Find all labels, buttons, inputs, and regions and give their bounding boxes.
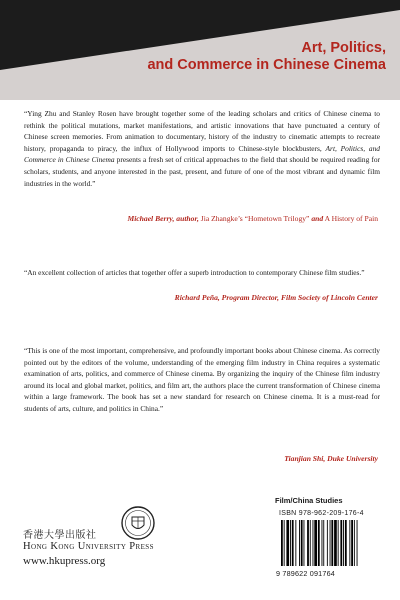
publisher-website: www.hkupress.org [23, 555, 106, 567]
blurb-1-and: and [311, 214, 324, 223]
blurb-2-attribution [175, 292, 378, 303]
blurb-2 [24, 267, 380, 279]
publisher-chinese-name: 香港大學出版社 [23, 530, 97, 541]
barcode [281, 520, 381, 568]
blurb-3-text: “This is one of the most important, comprehensive, and profoundly important books about Chinese cinema. As correctly pointed out by the editors of the volume, understanding of the emerging film industry in China requires a systematic examination of arts, politics, and commerce of Chinese cinema. By organizing the inquiry of the Chinese film industry around its local and global market, politics, and film art, the authors place the current transformation of Chinese cinema within a large framework. The book has set a new standard for research on Chinese cinema. It is a must-read for students of arts, culture, and politics in China.” [24, 346, 380, 413]
title-line-2: and Commerce in Chinese Cinema [147, 57, 386, 73]
isbn-text: ISBN 978-962-209-176-4 [279, 510, 364, 517]
publisher-english-name: Hong Kong University Press [23, 541, 154, 552]
blurb-2-author: Richard Peña, Program Director, Film Society of Lincoln Center [174, 293, 378, 302]
blurb-1-author: Michael Berry, author, [127, 214, 199, 223]
book-title [147, 40, 386, 74]
hku-crest-icon [121, 503, 155, 543]
blurb-3 [24, 345, 380, 415]
blurb-1-text-a: “Ying Zhu and Stanley Rosen have brought together some of the leading scholars and critics of Chinese cinema to rethink the political mutations, market manifestations, and artistic innovations that have punctuated a century of Chinese screen memories. From animation to documentary, history of the industry to cinematic attempts to recreate history, propaganda to piracy, the influx of Hollywood imports to Chinese-style blockbusters, [24, 109, 380, 153]
title-line-1: Art, Politics, [301, 40, 386, 56]
blurb-3-author: Tianjian Shi, Duke University [284, 454, 378, 463]
blurb-1 [24, 108, 380, 189]
blurb-3-attribution [284, 453, 378, 464]
barcode-digits: 9 789622 091764 [276, 569, 335, 578]
blurb-2-text: “An excellent collection of articles that together offer a superb introduction to contemporary Chinese film studies.” [24, 268, 365, 277]
blurb-1-work: Jia Zhangke’s “Hometown Trilogy” [198, 214, 312, 223]
blurb-1-text-b: presents a fresh set of critical approaches to the field that should be required reading for scholars, students, and anyone interested in the past, present, and future of one of the most vibrant and dynamic film industries in the world.” [24, 155, 380, 188]
blurb-1-work-2: A History of Pain [323, 214, 378, 223]
subject-category: Film/China Studies [275, 496, 343, 505]
blurb-1-book-title: Art, Politics, and Commerce in Chinese Cinema [24, 143, 380, 165]
blurb-1-attribution [127, 213, 378, 224]
